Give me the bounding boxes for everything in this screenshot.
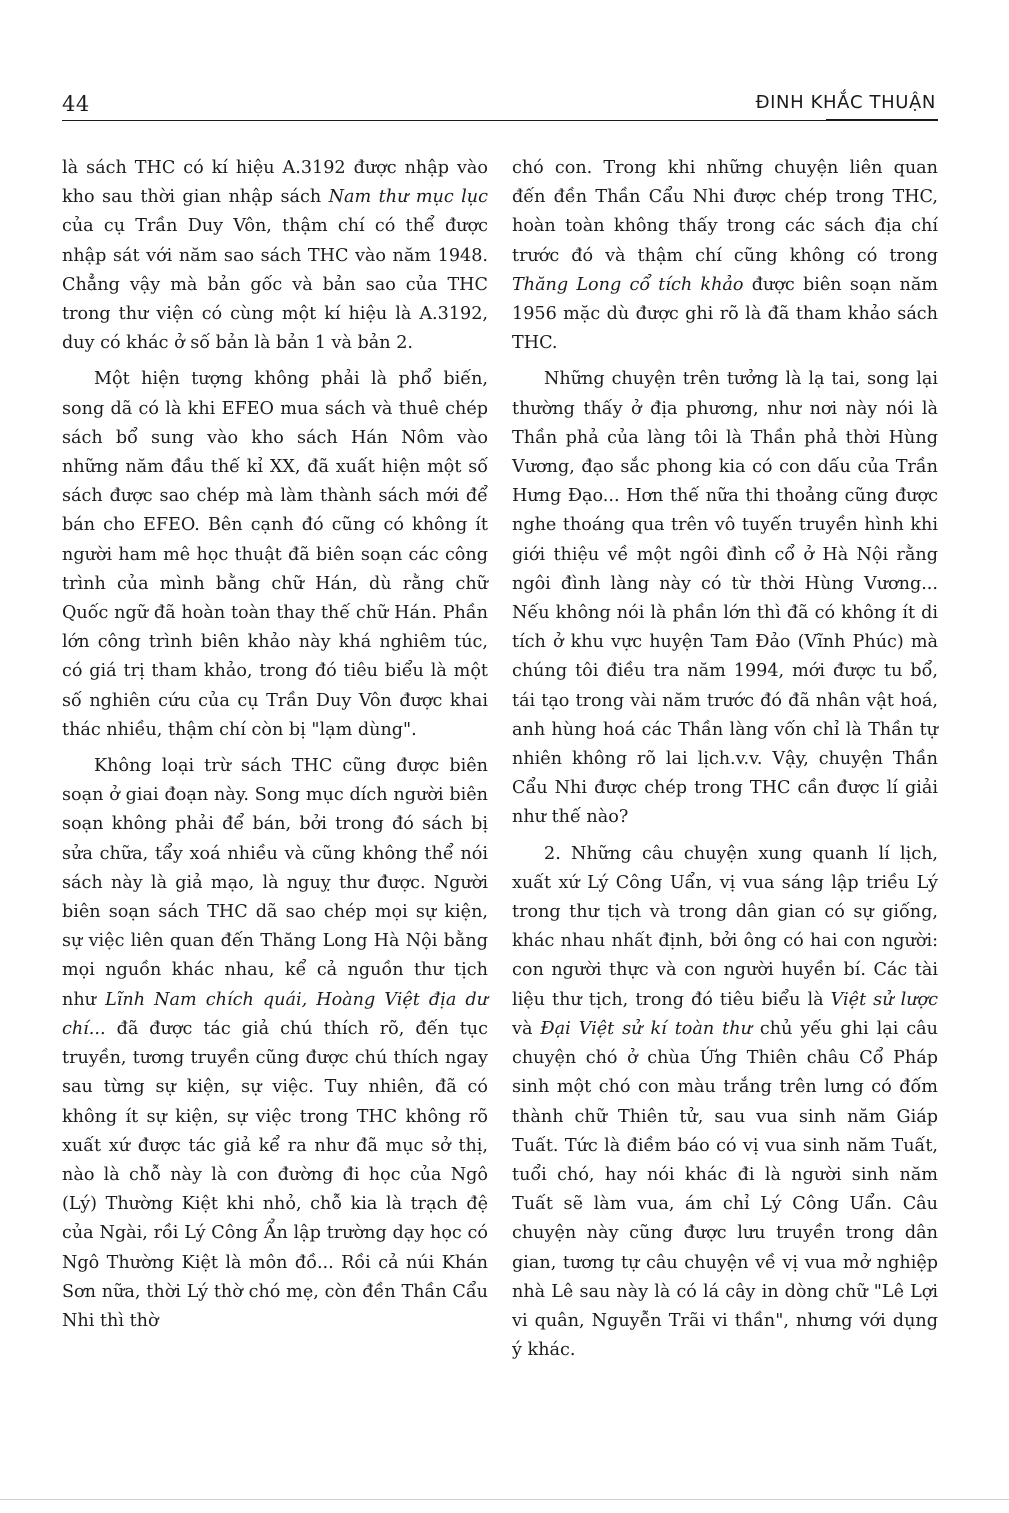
page-header [62, 92, 938, 122]
paragraph: Những chuyện trên tưởng là lạ tai, song lại thường thấy ở địa phương, như nơi này nói là Thần phả của làng tôi là Thần phả thời Hùng Vương, đạo sắc phong kia có con dấu của Trần Hưng Đạo... Hơn thế nữa thi thoảng cũng được nghe thoáng qua trên vô tuyến truyền hình khi giới thiệu về một ngôi đình cổ ở Hà Nội rằng ngôi đình làng này có từ thời Hùng Vương... Nếu không nói là phần lớn thì đã có không ít di tích ở khu vực huyện Tam Đảo (Vĩnh Phúc) mà chúng tôi điều tra năm 1994, mới được tu bổ, tái tạo trong vài năm trước đó đã nhân vật hoá, anh hùng hoá các Thần làng vốn chỉ là Thần tự nhiên không rõ lai lịch.v.v. Vậy, chuyện Thần Cẩu Nhi được chép trong THC cần được lí giải như thế nào? [512, 369, 938, 828]
paragraph: Không loại trừ sách THC cũng được biên soạn ở giai đoạn này. Song mục dích người biên soạn không phải để bán, bởi trong đó sách bị sửa chữa, tẩy xoá nhiều và cũng không thể nói sách này là giả mạo, là nguỵ thư được. Người biên soạn sách THC dã sao chép mọi sự kiện, sự việc liên quan đến Thăng Long Hà Nội bằng mọi nguồn khác nhau, kể cả nguồn thư tịch như Lĩnh Nam chích quái, Hoàng Việt địa dư chí... đã được tác giả chú thích rõ, đến tục truyền, tương truyền cũng được chú thích ngay sau từng sự kiện, sự việc. Tuy nhiên, đã có không ít sự kiện, sự việc trong THC không rõ xuất xứ được tác giả kể ra như đã mục sở thị, nào là chỗ này là con đường đi học của Ngô (Lý) Thường Kiệt khi nhỏ, chỗ kia là trạch đệ của Ngài, rồi Lý Công Ẩn lập trường dạy học có Ngô Thường Kiệt là môn đồ... Rồi cả núi Khán Sơn nữa, thời Lý thờ chó mẹ, còn đền Thần Cẩu Nhi thì thờ [62, 756, 488, 1331]
left-column [62, 154, 488, 1343]
running-head-author: ĐINH KHẮC THUẬN [755, 92, 936, 113]
paragraph: Một hiện tượng không phải là phổ biến, song dã có là khi EFEO mua sách và thuê chép sách bổ sung vào kho sách Hán Nôm vào những năm đầu thế kỉ XX, đã xuất hiện một số sách được sao chép mà làm thành sách mới để bán cho EFEO. Bên cạnh đó cũng có không ít người ham mê học thuật đã biên soạn các công trình của mình bằng chữ Hán, dù rằng chữ Quốc ngữ đã hoàn toàn thay thế chữ Hán. Phần lớn công trình biên khảo này khá nghiêm túc, có giá trị tham khảo, trong đó tiêu biểu là một số nghiên cứu của cụ Trần Duy Vôn được khai thác nhiều, thậm chí còn bị "lạm dùng". [62, 369, 488, 740]
page-number: 44 [62, 92, 90, 116]
header-rule-accent [826, 119, 938, 121]
header-rule [62, 120, 938, 121]
paragraph: chó con. Trong khi những chuyện liên quan đến đền Thần Cẩu Nhi được chép trong THC, hoàn toàn không thấy trong các sách địa chí trước đó và thậm chí cũng không có trong Thăng Long cổ tích khảo được biên soạn năm 1956 mặc dù được ghi rõ là đã tham khảo sách THC. [512, 158, 938, 354]
page-bottom-edge [0, 1499, 1009, 1500]
paragraph: là sách THC có kí hiệu A.3192 được nhập vào kho sau thời gian nhập sách Nam thư mục lục của cụ Trần Duy Vôn, thậm chí có thể được nhập sát với năm sao sách THC vào năm 1948. Chẳng vậy mà bản gốc và bản sao của THC trong thư viện có cùng một kí hiệu là A.3192, duy có khác ở số bản là bản 1 và bản 2. [62, 158, 488, 354]
right-column [512, 154, 938, 1372]
paragraph: 2. Những câu chuyện xung quanh lí lịch, xuất xứ Lý Công Uẩn, vị vua sáng lập triều Lý trong thư tịch và trong dân gian có sự giống, khác nhau nhất định, bởi ông có hai con người: con người thực và con người huyền bí. Các tài liệu thư tịch, trong đó tiêu biểu là Việt sử lược và Đại Việt sử kí toàn thư chủ yếu ghi lại câu chuyện chó ở chùa Ứng Thiên châu Cổ Pháp sinh một chó con màu trắng trên lưng có đốm thành chữ Thiên tử, sau vua sinh năm Giáp Tuất. Tức là điềm báo có vị vua sinh năm Tuất, tuổi chó, hay nói khác đi là người sinh năm Tuất sẽ làm vua, ám chỉ Lý Công Uẩn. Câu chuyện này cũng được lưu truyền trong dân gian, tương tự câu chuyện về vị vua mở nghiệp nhà Lê sau này là có lá cây in dòng chữ "Lê Lợi vi quân, Nguyễn Trãi vi thần", nhưng với dụng ý khác. [512, 843, 938, 1361]
